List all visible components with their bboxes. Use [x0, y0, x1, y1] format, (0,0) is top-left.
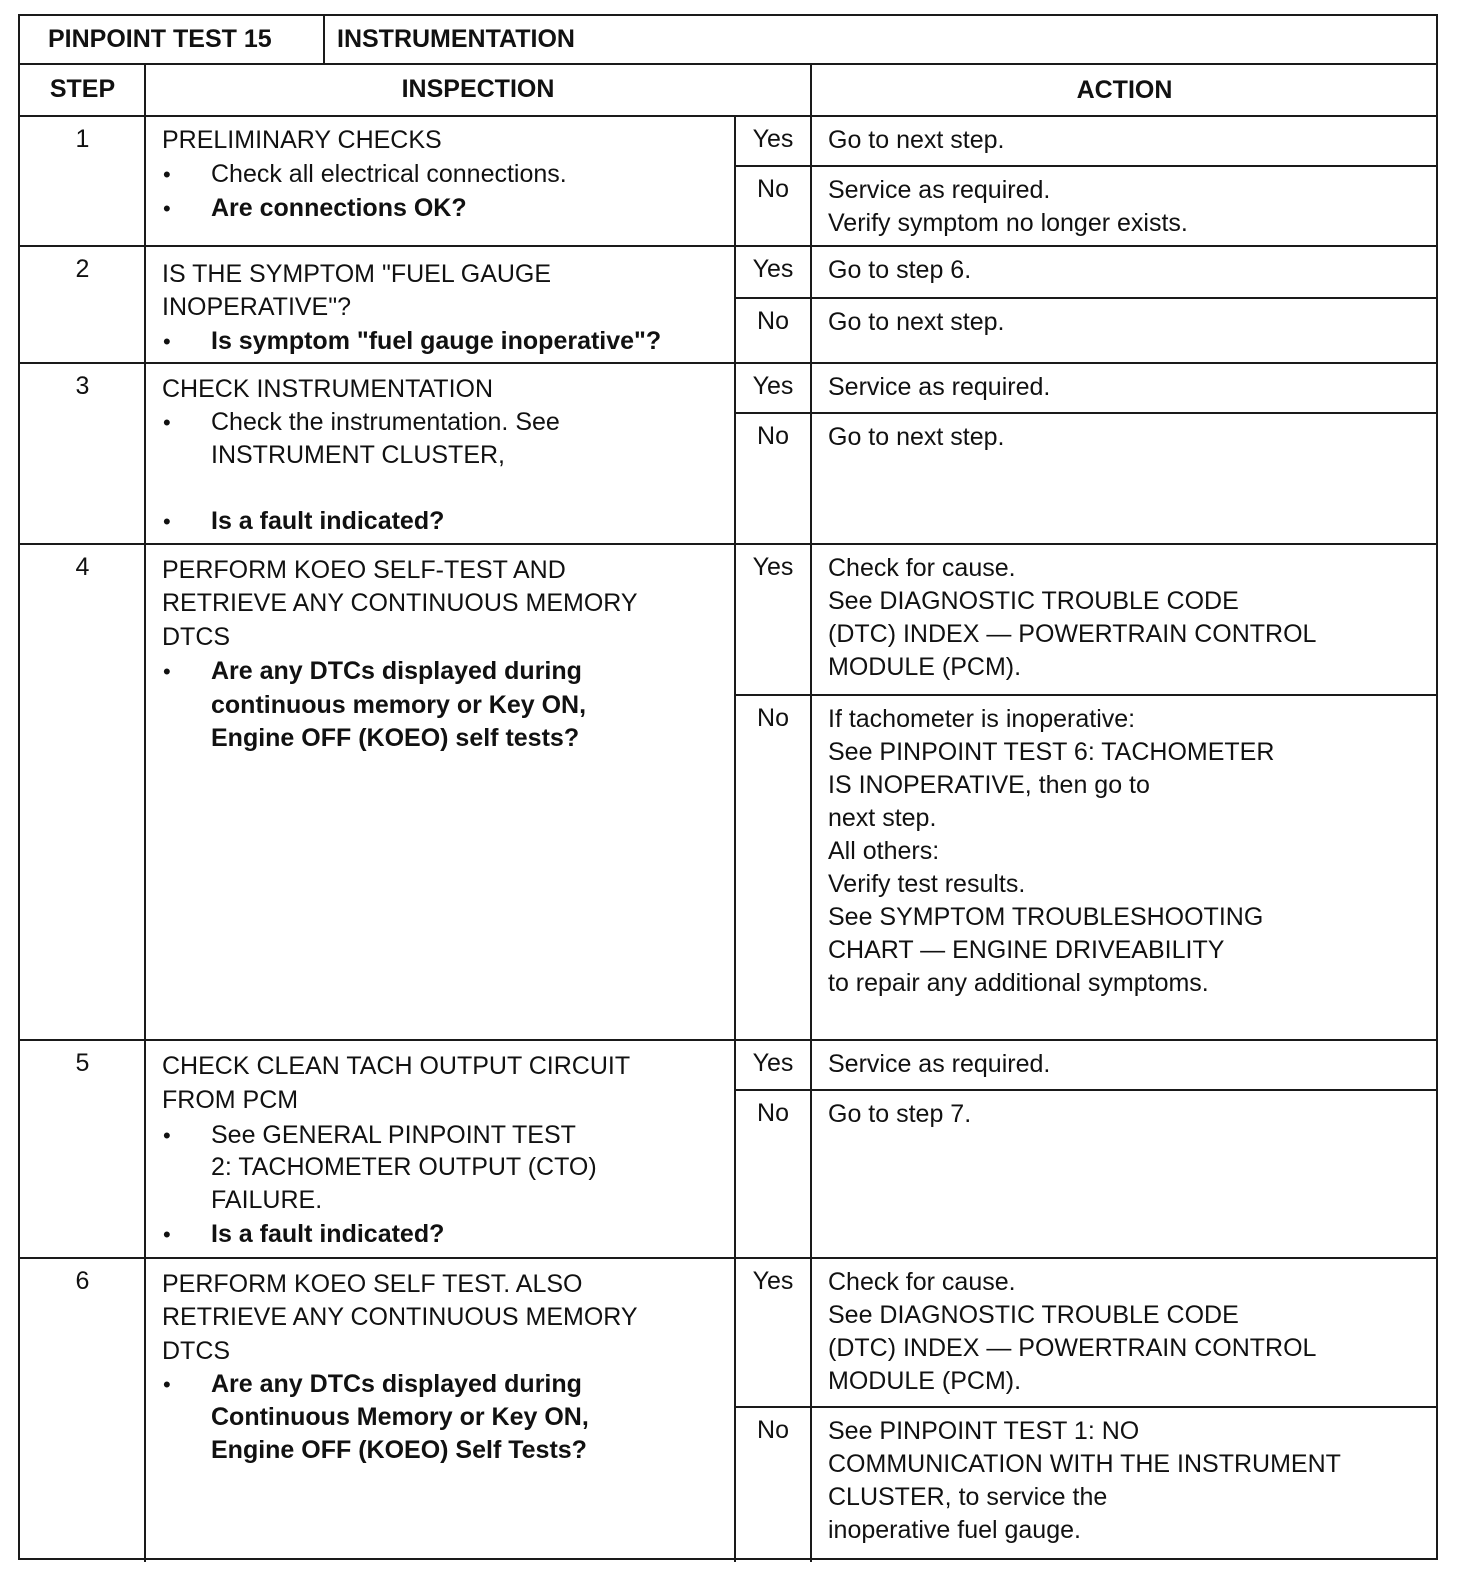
- inspection-question: Is a fault indicated?: [211, 507, 445, 535]
- inspection-question: Is a fault indicated?: [211, 1220, 445, 1248]
- step-divider: [20, 245, 1438, 247]
- yes-action-text: See DIAGNOSTIC TROUBLE CODE: [828, 587, 1239, 615]
- inspection-text: RETRIEVE ANY CONTINUOUS MEMORY: [162, 589, 638, 617]
- inspection-text: PRELIMINARY CHECKS: [162, 126, 442, 154]
- step-number: 1: [75, 125, 90, 153]
- step-divider: [20, 1039, 1438, 1041]
- bullet-mark: •: [163, 509, 171, 534]
- no-action-text: Go to next step.: [828, 423, 1005, 451]
- answer-divider: [735, 297, 1438, 299]
- answer-divider: [735, 165, 1438, 167]
- inspection-text: Check all electrical connections.: [211, 160, 567, 188]
- inspection-text: PERFORM KOEO SELF-TEST AND: [162, 556, 566, 584]
- no-label: No: [757, 704, 789, 732]
- step-number: 4: [75, 553, 90, 581]
- no-label: No: [757, 307, 789, 335]
- no-action-text: inoperative fuel gauge.: [828, 1516, 1081, 1544]
- answer-divider: [735, 1089, 1438, 1091]
- step-divider: [20, 1257, 1438, 1259]
- no-action-text: Go to step 7.: [828, 1100, 972, 1128]
- yes-label: Yes: [752, 125, 794, 153]
- no-action-text: Service as required.: [828, 176, 1051, 204]
- header-rule: [20, 63, 1438, 65]
- action-column-divider: [810, 64, 812, 1562]
- no-action-text: See PINPOINT TEST 1: NO: [828, 1417, 1140, 1445]
- no-action-text: Go to next step.: [828, 308, 1005, 336]
- inspection-text: FROM PCM: [162, 1086, 299, 1114]
- yes-action-text: Service as required.: [828, 373, 1051, 401]
- step-number: 2: [75, 255, 90, 283]
- inspection-text: 2: TACHOMETER OUTPUT (CTO): [211, 1153, 597, 1181]
- no-action-text: next step.: [828, 804, 937, 832]
- inspection-text: INSTRUMENT CLUSTER,: [211, 441, 506, 469]
- inspection-text: FAILURE.: [211, 1186, 323, 1214]
- no-label: No: [757, 175, 789, 203]
- bullet-mark: •: [163, 329, 171, 354]
- inspection-question: Continuous Memory or Key ON,: [211, 1403, 589, 1431]
- no-action-text: See PINPOINT TEST 6: TACHOMETER: [828, 738, 1275, 766]
- inspection-text: Check the instrumentation. See: [211, 408, 560, 436]
- inspection-text: DTCS: [162, 1337, 231, 1365]
- inspection-question: Engine OFF (KOEO) Self Tests?: [211, 1436, 587, 1464]
- yes-label: Yes: [752, 553, 794, 581]
- no-action-text: If tachometer is inoperative:: [828, 705, 1136, 733]
- column-header-step: STEP: [49, 75, 116, 103]
- no-action-text: All others:: [828, 837, 940, 865]
- no-action-text: CHART — ENGINE DRIVEABILITY: [828, 936, 1225, 964]
- inspection-question: Engine OFF (KOEO) self tests?: [211, 724, 580, 752]
- no-action-text: to repair any additional symptoms.: [828, 969, 1209, 997]
- yes-action-text: Service as required.: [828, 1050, 1051, 1078]
- column-header-action: ACTION: [1076, 76, 1173, 104]
- step-number: 6: [75, 1267, 90, 1295]
- yes-label: Yes: [752, 1267, 794, 1295]
- inspection-question: continuous memory or Key ON,: [211, 691, 587, 719]
- inspection-text: CHECK INSTRUMENTATION: [162, 375, 494, 403]
- step-number: 3: [75, 372, 90, 400]
- no-action-text: Verify symptom no longer exists.: [828, 209, 1188, 237]
- bullet-mark: •: [163, 196, 171, 221]
- no-label: No: [757, 1099, 789, 1127]
- no-label: No: [757, 422, 789, 450]
- yes-action-text: (DTC) INDEX — POWERTRAIN CONTROL: [828, 620, 1317, 648]
- inspection-text: See GENERAL PINPOINT TEST: [211, 1121, 576, 1149]
- yes-action-text: Go to step 6.: [828, 256, 972, 284]
- header-divider: [323, 16, 325, 64]
- yes-action-text: Check for cause.: [828, 554, 1016, 582]
- step-number: 5: [75, 1049, 90, 1077]
- no-action-text: IS INOPERATIVE, then go to: [828, 771, 1150, 799]
- inspection-text: CHECK CLEAN TACH OUTPUT CIRCUIT: [162, 1052, 631, 1080]
- inspection-text: INOPERATIVE"?: [162, 293, 352, 321]
- no-action-text: CLUSTER, to service the: [828, 1483, 1108, 1511]
- answer-divider: [735, 1406, 1438, 1408]
- yes-label: Yes: [752, 255, 794, 283]
- step-divider: [20, 362, 1438, 364]
- column-header-inspection: INSPECTION: [401, 75, 555, 103]
- bullet-mark: •: [163, 1123, 171, 1148]
- bullet-mark: •: [163, 1222, 171, 1247]
- no-label: No: [757, 1416, 789, 1444]
- inspection-text: RETRIEVE ANY CONTINUOUS MEMORY: [162, 1303, 638, 1331]
- pinpoint-test-table: [18, 14, 1438, 1560]
- yes-action-text: Go to next step.: [828, 126, 1005, 154]
- yes-label: Yes: [752, 372, 794, 400]
- no-action-text: Verify test results.: [828, 870, 1026, 898]
- step-divider: [20, 543, 1438, 545]
- yes-action-text: See DIAGNOSTIC TROUBLE CODE: [828, 1301, 1239, 1329]
- bullet-mark: •: [163, 410, 171, 435]
- yes-action-text: Check for cause.: [828, 1268, 1016, 1296]
- test-title: INSTRUMENTATION: [337, 25, 575, 53]
- no-action-text: See SYMPTOM TROUBLESHOOTING: [828, 903, 1264, 931]
- no-action-text: COMMUNICATION WITH THE INSTRUMENT: [828, 1450, 1341, 1478]
- yes-action-text: MODULE (PCM).: [828, 1367, 1022, 1395]
- inspection-question: Are connections OK?: [211, 194, 467, 222]
- inspection-text: DTCS: [162, 623, 231, 651]
- test-label: PINPOINT TEST 15: [48, 25, 272, 53]
- column-header-rule: [20, 115, 1438, 117]
- inspection-text: IS THE SYMPTOM "FUEL GAUGE: [162, 260, 552, 288]
- bullet-mark: •: [163, 1372, 171, 1397]
- bullet-mark: •: [163, 659, 171, 684]
- yes-action-text: MODULE (PCM).: [828, 653, 1022, 681]
- bullet-mark: •: [163, 162, 171, 187]
- inspection-text: PERFORM KOEO SELF TEST. ALSO: [162, 1270, 583, 1298]
- answer-divider: [735, 412, 1438, 414]
- yes-label: Yes: [752, 1049, 794, 1077]
- step-column-divider: [144, 64, 146, 1562]
- yes-action-text: (DTC) INDEX — POWERTRAIN CONTROL: [828, 1334, 1317, 1362]
- inspection-question: Are any DTCs displayed during: [211, 1370, 582, 1398]
- answer-divider: [735, 694, 1438, 696]
- inspection-question: Is symptom "fuel gauge inoperative"?: [211, 327, 662, 355]
- inspection-question: Are any DTCs displayed during: [211, 657, 582, 685]
